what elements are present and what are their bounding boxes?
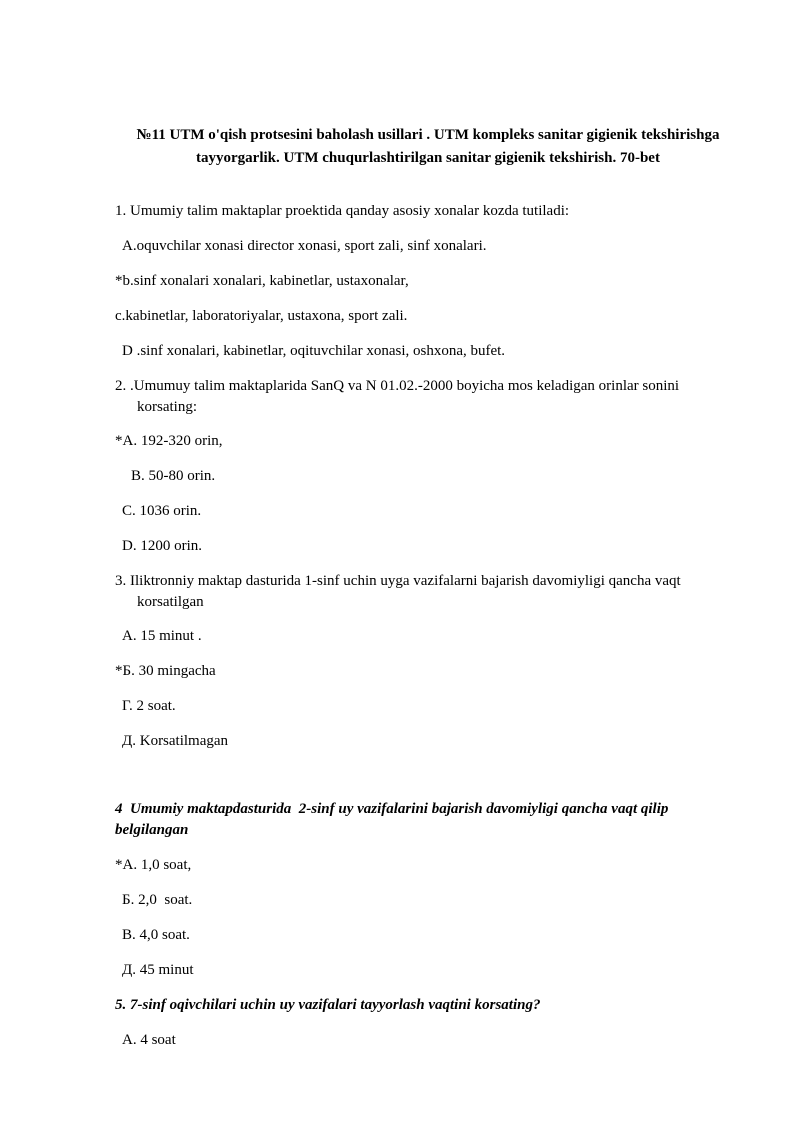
question-4-option-a: *A. 1,0 soat, <box>115 857 192 873</box>
question-1-option-b: *b.sinf xonalari xonalari, kabinetlar, ustaxonalar, <box>115 273 409 289</box>
question-3-option-a: A. 15 minut . <box>122 628 202 644</box>
question-4-text-line2: belgilangan <box>115 822 189 838</box>
question-3-option-c: Г. 2 soat. <box>122 698 176 714</box>
question-4-option-b: Б. 2,0 soat. <box>122 892 193 908</box>
question-4-text-line1: 4 Umumiy maktapdasturida 2-sinf uy vazifalarini bajarish davomiyligi qancha vaqt qilip <box>115 801 669 817</box>
question-2-option-c: C. 1036 orin. <box>122 503 202 519</box>
question-3-text <box>115 571 742 613</box>
question-3-text-line1: 3. Iliktronniy maktap dasturida 1-sinf uchin uyga vazifalarni bajarish davomiyligi qancha vaqt <box>115 573 681 589</box>
question-2-option-d: D. 1200 orin. <box>122 538 202 554</box>
question-2-text-line2: korsating: <box>137 399 197 415</box>
question-4-option-c: B. 4,0 soat. <box>122 927 190 943</box>
question-2-text-line1: 2. .Umumuy talim maktaplarida SanQ va N 01.02.-2000 boyicha mos keladigan orinlar sonini <box>115 378 680 394</box>
question-1-option-d: D .sinf xonalari, kabinetlar, oqituvchilar xonasi, oshxona, bufet. <box>122 343 506 359</box>
question-1-option-c: c.kabinetlar, laboratoriyalar, ustaxona, sport zali. <box>115 308 408 324</box>
question-5-text: 5. 7-sinf oqivchilari uchin uy vazifalari tayyorlash vaqtini korsating? <box>115 997 541 1013</box>
question-3-option-d: Д. Korsatilmagan <box>122 733 229 749</box>
page-title: №11 UTM o'qish protsesini baholash usillari . UTM kompleks sanitar gigienik tekshirishga tayyorgarlik. UTM chuqurlashtirilgan sanitar gigienik tekshirish. 70-bet <box>136 127 720 166</box>
question-2-option-b: B. 50-80 orin. <box>131 468 216 484</box>
question-1-option-a: A.oquvchilar xonasi director xonasi, sport zali, sinf xonalari. <box>122 238 487 254</box>
question-2-option-a: *A. 192-320 orin, <box>115 433 223 449</box>
question-5-option-a: A. 4 soat <box>122 1032 176 1048</box>
question-2-text <box>115 376 742 418</box>
question-4-option-d: Д. 45 minut <box>122 962 194 978</box>
question-1-text: 1. Umumiy talim maktaplar proektida qanday asosiy xonalar kozda tutiladi: <box>115 203 570 219</box>
question-3-option-b: *Б. 30 mingacha <box>115 663 216 679</box>
question-4-text <box>115 799 742 841</box>
question-3-text-line2: korsatilgan <box>137 594 204 610</box>
